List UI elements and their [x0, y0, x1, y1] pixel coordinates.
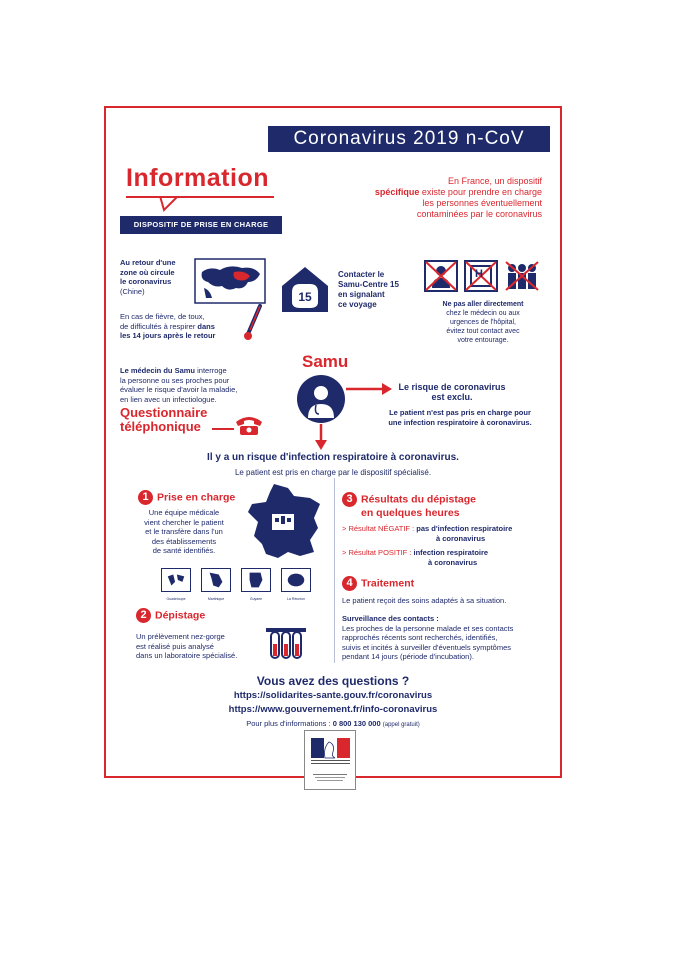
no-go-text: [422, 300, 544, 345]
samu-label: Samu: [302, 352, 349, 371]
no-go-l4: évitez tout contact avec: [446, 328, 520, 335]
questionnaire-title: [120, 406, 207, 434]
house-15-icon: [278, 264, 332, 314]
dom-item: [160, 568, 192, 601]
pos-value1: infection respiratoire: [413, 548, 489, 557]
dom-item: [280, 568, 312, 601]
contact-l1: Contacter le: [338, 270, 385, 279]
symptoms-b: de difficultés à respirer: [120, 321, 196, 331]
step4-title: Traitement: [361, 577, 415, 590]
step3-number: 3: [342, 492, 357, 507]
footer-phone: [106, 719, 560, 728]
france-map-icon: [244, 482, 326, 562]
exclu-l4: une infection respiratoire à coronavirus.: [388, 417, 532, 427]
questionnaire-underline: [212, 428, 234, 430]
exclu-l1: Le risque de coronavirus: [398, 382, 506, 392]
dom-label: Martinique: [207, 597, 225, 601]
step1-l4: des établissements: [151, 536, 217, 546]
hospital-letter: H: [475, 268, 483, 280]
retour-text: [120, 258, 200, 296]
step3-heading: [342, 492, 476, 519]
telephone-icon: [234, 414, 264, 436]
phone-pre: Pour plus d'informations :: [246, 719, 331, 728]
retour-l3: le coronavirus: [120, 277, 172, 286]
retour-l4: (Chine): [120, 286, 145, 296]
step2-heading: [136, 608, 205, 623]
arrow-down-icon: [314, 424, 328, 450]
surv-l2: rapprochés récents sont recherchés, identifiés,: [342, 633, 498, 642]
exclu-l2: est exclu.: [431, 392, 473, 402]
contact-text: [338, 270, 422, 310]
contact-l3: en signalant: [338, 290, 385, 299]
risque-sub: Le patient est pris en charge par le dispositif spécialisé.: [234, 468, 432, 477]
symptoms-text: [120, 312, 248, 341]
step4-heading: [342, 576, 414, 591]
surv-title: Surveillance des contacts :: [342, 614, 439, 623]
dom-maps: [160, 568, 312, 601]
logo-line: [317, 780, 343, 781]
coronavirus-poster: [104, 106, 562, 778]
column-divider: [334, 478, 335, 663]
samu-number: 15: [298, 290, 312, 304]
dom-item: [200, 568, 232, 601]
step1-number: 1: [138, 490, 153, 505]
risque-title: Il y a un risque d'infection respiratoire à coronavirus.: [207, 452, 459, 463]
surv-l3: suivis et incités à surveiller d'éventuels symptômes: [342, 642, 511, 652]
surveillance-text: [342, 614, 558, 662]
step2-l1: Un prélèvement nez-gorge: [136, 632, 225, 641]
exclu-title: [392, 382, 512, 402]
surv-l1: Les proches de la personne malade et ses contacts: [342, 623, 514, 633]
no-go-l2: chez le médecin ou aux: [446, 310, 520, 317]
step4-number: 4: [342, 576, 357, 591]
doctor-crossed-icon: [424, 260, 458, 292]
no-go-l5: votre entourage.: [457, 337, 509, 344]
retour-l1: Au retour d'une: [120, 258, 176, 267]
intro-pre: En France, un dispositif: [447, 176, 542, 186]
dispositif-label: DISPOSITIF DE PRISE EN CHARGE: [120, 216, 282, 234]
questionnaire-l2: téléphonique: [120, 419, 201, 434]
marianne-logo-icon: [305, 734, 355, 768]
step4-text: Le patient reçoit des soins adaptés à sa situation.: [342, 596, 507, 605]
medecin-rest: interroge: [197, 366, 227, 375]
test-tubes-icon: [264, 622, 308, 662]
logo-line: [313, 774, 347, 775]
dom-label: Guadeloupe: [166, 597, 186, 601]
surv-l4: pendant 14 jours (période d'incubation).: [342, 652, 474, 661]
step1-l3: et le transfère dans l'un: [145, 527, 223, 536]
intro-post: existe pour prendre en charge les personnes éventuellement contaminées par le coronavirus: [416, 187, 542, 219]
step1-l5: de santé identifiés.: [152, 546, 216, 555]
contact-l4: ce voyage: [338, 300, 377, 309]
medecin-bold: Le médecin du Samu: [120, 366, 196, 375]
step1-l1: Une équipe médicale: [148, 508, 220, 517]
intro-bold: spécifique: [374, 187, 420, 197]
information-title: Information: [126, 164, 269, 192]
guyane-map-icon: [241, 568, 271, 592]
dom-item: [240, 568, 272, 601]
exclu-text: [370, 408, 550, 427]
step3-title1: Résultats du dépistage: [361, 493, 476, 506]
step1-text: [120, 508, 248, 556]
reunion-map-icon: [281, 568, 311, 592]
medecin-l4: en lien avec un infectiologue.: [120, 394, 217, 404]
title-underline: [126, 196, 274, 198]
medecin-text: [120, 366, 300, 404]
poster-banner: Coronavirus 2019 n-CoV: [268, 126, 550, 152]
logo-line: [315, 777, 345, 778]
step2-number: 2: [136, 608, 151, 623]
no-go-l1: Ne pas aller directement: [442, 301, 524, 308]
contact-l2: Samu-Centre 15: [338, 280, 399, 289]
intro-text: [374, 176, 542, 220]
samu-doctor-icon: [296, 374, 346, 424]
world-map-icon: [194, 258, 266, 304]
step1-l2: vient chercher le patient: [144, 517, 224, 527]
retour-l2: zone où circule: [120, 267, 175, 277]
step1-heading: [138, 490, 235, 505]
symptoms-c: dans: [197, 321, 215, 331]
neg-value1: pas d'infection respiratoire: [416, 524, 513, 533]
pos-label: > Résultat POSITIF :: [342, 548, 412, 557]
martinique-map-icon: [201, 568, 231, 592]
neg-label: > Résultat NÉGATIF :: [342, 524, 415, 533]
guadeloupe-map-icon: [161, 568, 191, 592]
footer-link-1[interactable]: https://solidarites-sante.gouv.fr/coronavirus: [233, 690, 433, 701]
questionnaire-l1: Questionnaire: [120, 405, 208, 420]
group-crossed-icon: [504, 260, 540, 292]
pos-value2: à coronavirus: [428, 557, 478, 567]
step1-title: Prise en charge: [157, 491, 236, 504]
footer-question: Vous avez des questions ?: [256, 674, 410, 688]
exclu-l3: Le patient n'est pas pris en charge pour: [389, 408, 531, 417]
step2-text: [136, 632, 264, 661]
phone-note: (appel gratuit): [382, 722, 420, 728]
result-negative: [342, 524, 554, 543]
step3-title2: en quelques heures: [361, 507, 460, 519]
step2-title: Dépistage: [155, 609, 206, 622]
dom-label: La Réunion: [287, 597, 305, 601]
arrow-right-icon: [346, 382, 392, 396]
step2-l3: dans un laboratoire spécialisé.: [136, 651, 238, 660]
medecin-l2: la personne ou ses proches pour: [120, 375, 230, 385]
dom-label: Guyane: [249, 597, 263, 601]
phone-number: 0 800 130 000: [332, 719, 381, 728]
ministry-logo: [304, 730, 356, 790]
result-positive: [342, 548, 554, 567]
symptoms-a: En cas de fièvre, de toux,: [120, 312, 205, 321]
speech-tail-icon: [158, 196, 182, 212]
step2-l2: est réalisé puis analysé: [136, 641, 214, 651]
footer-link-2[interactable]: https://www.gouvernement.fr/info-coronavirus: [228, 704, 438, 715]
medecin-l3: évaluer le risque d'avoir la maladie,: [120, 385, 238, 394]
no-go-l3: urgences de l'hôpital,: [450, 319, 516, 326]
neg-value2: à coronavirus: [436, 533, 486, 543]
symptoms-d: les 14 jours après le retour: [120, 331, 216, 340]
